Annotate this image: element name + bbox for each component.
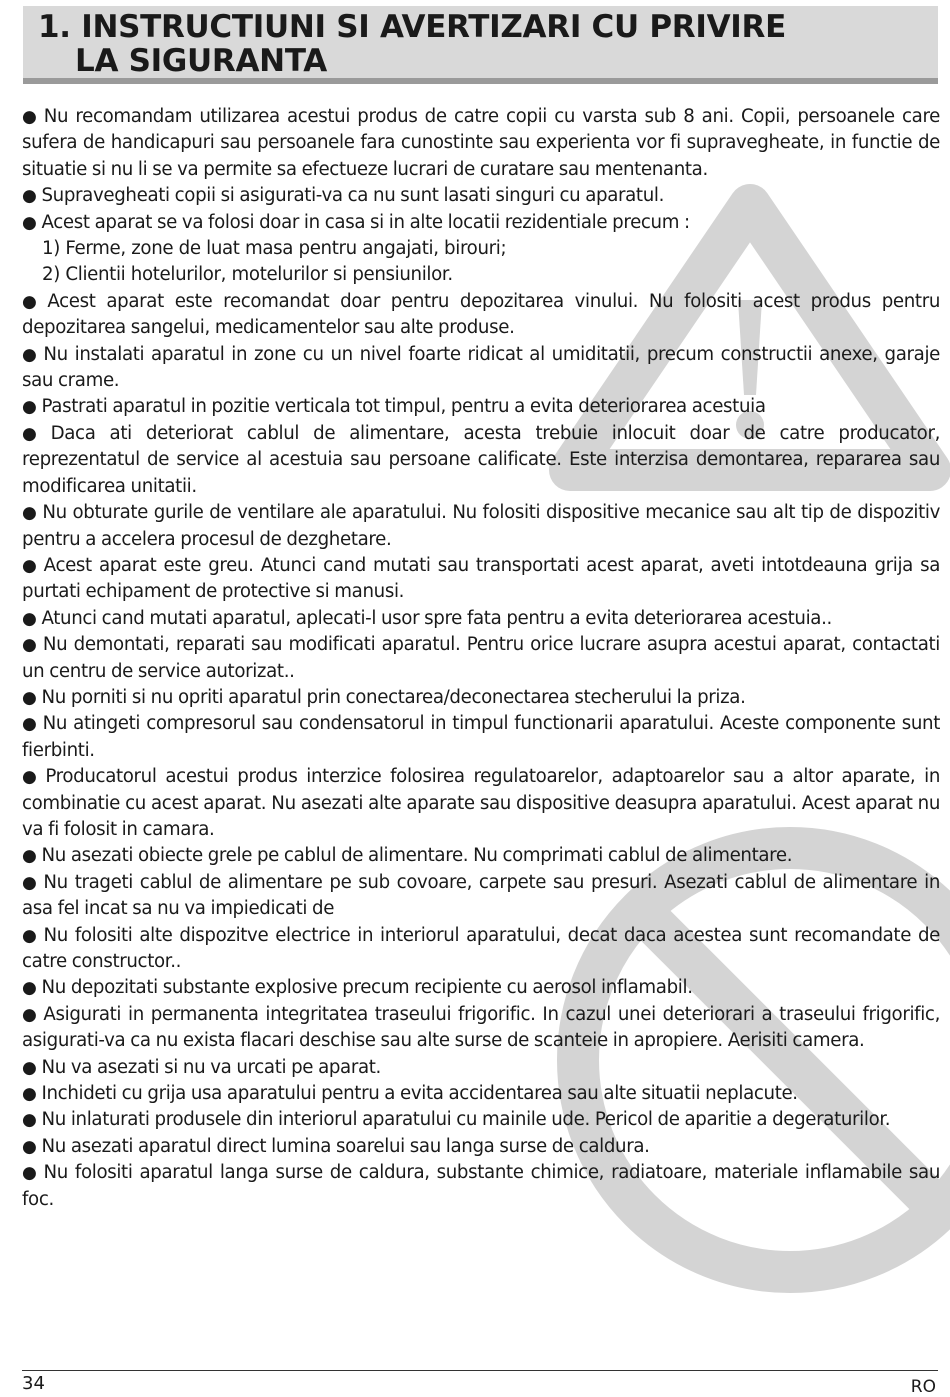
list-item: ● Nu asezati obiecte grele pe cablul de alimentare. Nu comprimati cablul de alimentare. <box>22 845 793 867</box>
section-title <box>23 6 938 78</box>
list-item: ● Asigurati in permanenta integritatea traseului frigorific. In cazul unei deteriorari a traseului frigorific, asigurati-va ca nu exista flacari deschise sau alte surse de scanteie in apropiere. Aerisiti camera. <box>22 1003 941 1052</box>
list-item: ● Nu trageti cablul de alimentare pe sub covoare, carpete sau presuri. Asezati cablul de alimentare in asa fel incat sa nu va impiedicati de <box>22 871 940 920</box>
list-item: ● Nu folositi alte dispozitve electrice in interiorul aparatului, decat daca acestea sunt recomandate de catre constructor.. <box>22 924 941 972</box>
list-item: ● Nu demontati, reparati sau modificati aparatul. Pentru orice lucrare asupra acestui aparat, contactati un centru de service autorizat.. <box>22 634 940 682</box>
bullet-icon: ● <box>22 978 37 999</box>
bullet-icon: ● <box>22 767 41 788</box>
section-header <box>23 6 938 84</box>
bullet-icon: ● <box>22 846 37 867</box>
bullet-icon: ● <box>22 397 37 418</box>
bullet-icon: ● <box>22 608 37 629</box>
bullet-icon: ● <box>22 1004 39 1025</box>
sub-list-item: 2) Clientii hotelurilor, motelurilor si pensiunilor. <box>42 264 453 286</box>
list-item: ● Atunci cand mutati aparatul, aplecati-l usor spre fata pentru a evita deteriorarea acestuia.. <box>22 607 832 629</box>
list-item: ● Inchideti cu grija usa aparatului pentru a evita accidentarea sau alte situatii neplacute. <box>22 1083 798 1105</box>
bullet-icon: ● <box>22 635 38 656</box>
list-item: ● Acest aparat este recomandat doar pentru depozitarea vinului. Nu folositi acest produs pentru depozitarea sangelui, medicamentelor sau alte produse. <box>22 290 940 339</box>
list-item: ● Nu va asezati si nu va urcati pe aparat. <box>22 1056 381 1078</box>
page-number: 34 <box>22 1373 45 1394</box>
list-item: ● Supravegheati copii si asigurati-va ca nu sunt lasati singuri cu aparatul. <box>22 185 665 207</box>
list-item: ● Daca ati deteriorat cablul de alimentare, acesta trebuie inlocuit doar de catre producator, reprezentatul de service al acestuia sau persoane calificate. Este interzisa demontarea, repararea sau modificarea unitatii. <box>22 422 941 497</box>
list-item: ● Nu atingeti compresorul sau condensatorul in timpul functionarii aparatului. Aceste componente sunt fierbinti. <box>22 713 940 761</box>
bullet-icon: ● <box>22 107 39 127</box>
language-code: RO <box>910 1377 936 1397</box>
list-item: ● Nu porniti si nu opriti aparatul prin conectarea/deconectarea stecherului la priza. <box>22 686 746 708</box>
bullet-icon: ● <box>22 212 37 233</box>
bullet-icon: ● <box>22 714 38 735</box>
bullet-icon: ● <box>22 1084 37 1105</box>
list-item: ● Nu obturate gurile de ventilare ale aparatului. Nu folositi dispositive mecanice sau alt tip de dispozitiv pentru a accelera procesul de dezghetare. <box>22 502 940 550</box>
list-item: ● Pastrati aparatul in pozitie verticala tot timpul, pentru a evita deteriorarea acestuia <box>22 396 766 418</box>
bullet-icon: ● <box>22 186 37 207</box>
list-item: ● Nu depozitati substante explosive precum recipiente cu aerosol inflamabil. <box>22 977 693 999</box>
bullet-icon: ● <box>22 423 46 444</box>
list-item: ● Nu folositi aparatul langa surse de caldura, substante chimice, radiatoare, materiale inflamabile sau foc. <box>22 1162 940 1210</box>
safety-instructions <box>22 104 940 1213</box>
list-item: ● Producatorul acestui produs interzice folosirea regulatoarelor, adaptoarelor sau a altor aparate, in combinatie cu acest aparat. Nu asezati alte aparate sau dispositive deasupra aparatului. Acest aparat nu va fi folosit in camara. <box>22 766 940 840</box>
footer-divider <box>22 1370 938 1371</box>
bullet-icon: ● <box>22 1136 37 1157</box>
bullet-icon: ● <box>22 1163 39 1184</box>
bullet-icon: ● <box>22 925 39 946</box>
bullet-icon: ● <box>22 291 43 312</box>
sub-list-item: 1) Ferme, zone de luat masa pentru angajati, birouri; <box>42 238 507 260</box>
list-item: ● Nu recomandam utilizarea acestui produs de catre copii cu varsta sub 8 ani. Copii, persoanele care sufera de handicapuri sau persoanele fara cunostinte sau experienta vor fi supravegheate, in functie de situatie si nu li se va permite sa efectueze lucrari de curatare sau mentenanta. <box>22 106 941 180</box>
section-title-line-1: 1. INSTRUCTIUNI SI AVERTIZARI CU PRIVIRE <box>38 9 786 45</box>
bullet-icon: ● <box>22 503 38 524</box>
list-item: ● Acest aparat se va folosi doar in casa si in alte locatii rezidentiale precum : <box>22 211 690 233</box>
bullet-icon: ● <box>22 1110 37 1131</box>
bullet-icon: ● <box>22 344 39 365</box>
list-item: ● Nu inlaturati produsele din interiorul aparatului cu mainile ude. Pericol de aparitie a degeraturilor. <box>22 1109 891 1131</box>
bullet-icon: ● <box>22 872 39 893</box>
list-item: ● Acest aparat este greu. Atunci cand mutati sau transportati acest aparat, aveti intotdeauna grija sa purtati echipament de protective si manusi. <box>22 554 941 603</box>
bullet-icon: ● <box>22 555 39 576</box>
bullet-icon: ● <box>22 1057 37 1078</box>
bullet-icon: ● <box>22 687 37 708</box>
section-title-line-2: LA SIGURANTA <box>75 43 327 79</box>
list-item: ● Nu instalati aparatul in zone cu un nivel foarte ridicat al umiditatii, precum constructii anexe, garaje sau crame. <box>22 343 940 392</box>
list-item: ● Nu asezati aparatul direct lumina soarelui sau langa surse de caldura. <box>22 1135 650 1157</box>
